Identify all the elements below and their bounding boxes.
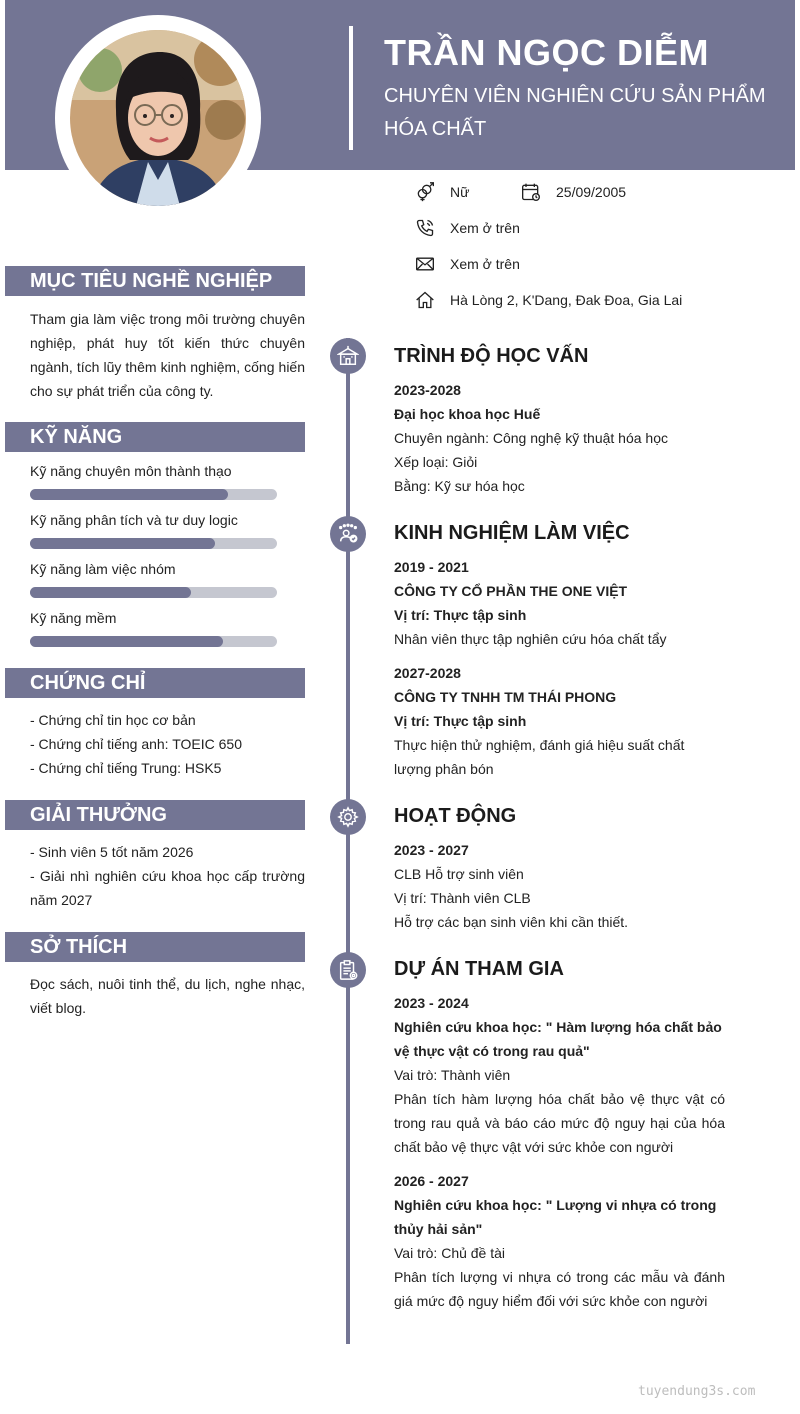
- experience-item: [394, 555, 725, 651]
- school-icon: [337, 345, 359, 367]
- gear-icon: [337, 806, 359, 828]
- activities-heading: HOẠT ĐỘNG: [394, 805, 517, 827]
- gender-row: [414, 181, 469, 203]
- project-item: [394, 1169, 725, 1313]
- avatar-photo: [70, 30, 246, 206]
- project-description: Phân tích lượng vi nhựa có trong các mẫu và đánh giá mức độ nguy hiểm đối với sức khỏe con người: [394, 1269, 725, 1309]
- watermark: tuyendung3s.com: [638, 1384, 756, 1399]
- projects-marker: [330, 952, 366, 988]
- phone-row: [414, 217, 520, 239]
- education-degree: Bằng: Kỹ sư hóa học: [394, 478, 525, 494]
- activities-details: [394, 838, 725, 934]
- experience-position: Vị trí: Thực tập sinh: [394, 713, 527, 729]
- awards-heading: GIẢI THƯỞNG: [5, 800, 305, 830]
- education-marker: [330, 338, 366, 374]
- email-row: [414, 253, 520, 275]
- certificates-heading: CHỨNG CHỈ: [5, 668, 305, 698]
- skill-bar: [30, 587, 277, 598]
- address-value: Hà Lòng 2, K'Dang, Đak Đoa, Gia Lai: [450, 292, 683, 308]
- birthday-value: 25/09/2005: [556, 184, 627, 200]
- skill-label: Kỹ năng làm việc nhóm: [30, 561, 176, 577]
- objective-heading: MỤC TIÊU NGHỀ NGHIỆP: [5, 266, 305, 296]
- experience-description: Nhân viên thực tập nghiên cứu hóa chất tẩy: [394, 631, 667, 647]
- skill-bar: [30, 538, 277, 549]
- education-major: Chuyên ngành: Công nghệ kỹ thuật hóa học: [394, 430, 668, 446]
- experience-icon: [337, 523, 359, 545]
- timeline-line: [346, 338, 350, 1344]
- email-value: Xem ở trên: [450, 256, 520, 272]
- experience-position: Vị trí: Thực tập sinh: [394, 607, 527, 623]
- activities-role: Vị trí: Thành viên CLB: [394, 890, 531, 906]
- skill-bar: [30, 489, 277, 500]
- address-row: [414, 289, 682, 311]
- skills-heading: KỸ NĂNG: [5, 422, 305, 452]
- birthday-row: [520, 181, 626, 203]
- skill-label: Kỹ năng mềm: [30, 610, 117, 626]
- education-grade: Xếp loại: Giỏi: [394, 454, 478, 470]
- project-name: Nghiên cứu khoa học: " Hàm lượng hóa chất bảo vệ thực vật có trong rau quả": [394, 1019, 722, 1059]
- phone-value: Xem ở trên: [450, 220, 520, 236]
- objective-text: Tham gia làm việc trong môi trường chuyên nghiệp, phát huy tốt kiến thức chuyên ngành, tích lũy thêm kinh nghiệm, cống hiến cho sự phát triển của công ty.: [30, 311, 305, 399]
- activities-org: CLB Hỗ trợ sinh viên: [394, 866, 524, 882]
- project-item: [394, 991, 725, 1159]
- experience-item: [394, 661, 725, 781]
- experience-marker: [330, 516, 366, 552]
- activities-description: Hỗ trợ các bạn sinh viên khi cần thiết.: [394, 914, 629, 930]
- activities-marker: [330, 799, 366, 835]
- certificate-item: - Chứng chỉ tiếng anh: TOEIC 650: [30, 736, 242, 752]
- project-period: 2023 - 2024: [394, 995, 469, 1011]
- experience-period: 2019 - 2021: [394, 559, 469, 575]
- skill-label: Kỹ năng chuyên môn thành thạo: [30, 463, 232, 479]
- education-school: Đại học khoa học Huế: [394, 406, 541, 422]
- skill-bar-fill: [30, 636, 223, 647]
- phone-icon: [414, 217, 436, 239]
- hobbies-heading: SỞ THÍCH: [5, 932, 305, 962]
- project-period: 2026 - 2027: [394, 1173, 469, 1189]
- skill-bar-fill: [30, 489, 228, 500]
- gender-value: Nữ: [450, 184, 470, 200]
- skill-bar: [30, 636, 277, 647]
- clipboard-icon: [337, 959, 359, 981]
- certificate-item: - Chứng chỉ tiếng Trung: HSK5: [30, 760, 222, 776]
- certificate-item: - Chứng chỉ tin học cơ bản: [30, 712, 196, 728]
- certificates-list: [30, 708, 305, 780]
- skill-bar-fill: [30, 538, 215, 549]
- job-title: CHUYÊN VIÊN NGHIÊN CỨU SẢN PHẨM HÓA CHẤT: [384, 85, 766, 140]
- education-period: 2023-2028: [394, 382, 461, 398]
- project-name: Nghiên cứu khoa học: " Lượng vi nhựa có trong thủy hải sản": [394, 1197, 717, 1237]
- projects-heading: DỰ ÁN THAM GIA: [394, 958, 564, 980]
- activities-period: 2023 - 2027: [394, 842, 469, 858]
- mail-icon: [414, 253, 436, 275]
- experience-company: CÔNG TY TNHH TM THÁI PHONG: [394, 689, 617, 705]
- education-details: [394, 378, 725, 498]
- award-item: - Sinh viên 5 tốt năm 2026: [30, 844, 194, 860]
- gender-icon: [414, 181, 436, 203]
- awards-list: [30, 840, 305, 912]
- skill-label: Kỹ năng phân tích và tư duy logic: [30, 512, 238, 528]
- experience-heading: KINH NGHIỆM LÀM VIỆC: [394, 522, 630, 544]
- experience-company: CÔNG TY CỔ PHẦN THE ONE VIỆT: [394, 583, 628, 599]
- project-role: Vai trò: Chủ đề tài: [394, 1245, 506, 1261]
- experience-description: Thực hiện thử nghiệm, đánh giá hiệu suất chất lượng phân bón: [394, 737, 685, 777]
- project-role: Vai trò: Thành viên: [394, 1067, 511, 1083]
- avatar: [70, 30, 246, 206]
- experience-period: 2027-2028: [394, 665, 461, 681]
- award-item: - Giải nhì nghiên cứu khoa học cấp trường năm 2027: [30, 868, 305, 908]
- hobbies-text: Đọc sách, nuôi tinh thể, du lịch, nghe nhạc, viết blog.: [30, 976, 305, 1016]
- education-heading: TRÌNH ĐỘ HỌC VẤN: [394, 345, 589, 367]
- candidate-name: TRẦN NGỌC DIỄM: [384, 32, 709, 73]
- project-description: Phân tích hàm lượng hóa chất bảo vệ thực vật có trong rau quả và báo cáo mức độ nguy hại của hóa chất bảo vệ thực vật với sức khỏe con người: [394, 1091, 725, 1155]
- skill-bar-fill: [30, 587, 191, 598]
- home-icon: [414, 289, 436, 311]
- header-divider: [349, 26, 353, 150]
- calendar-icon: [520, 181, 542, 203]
